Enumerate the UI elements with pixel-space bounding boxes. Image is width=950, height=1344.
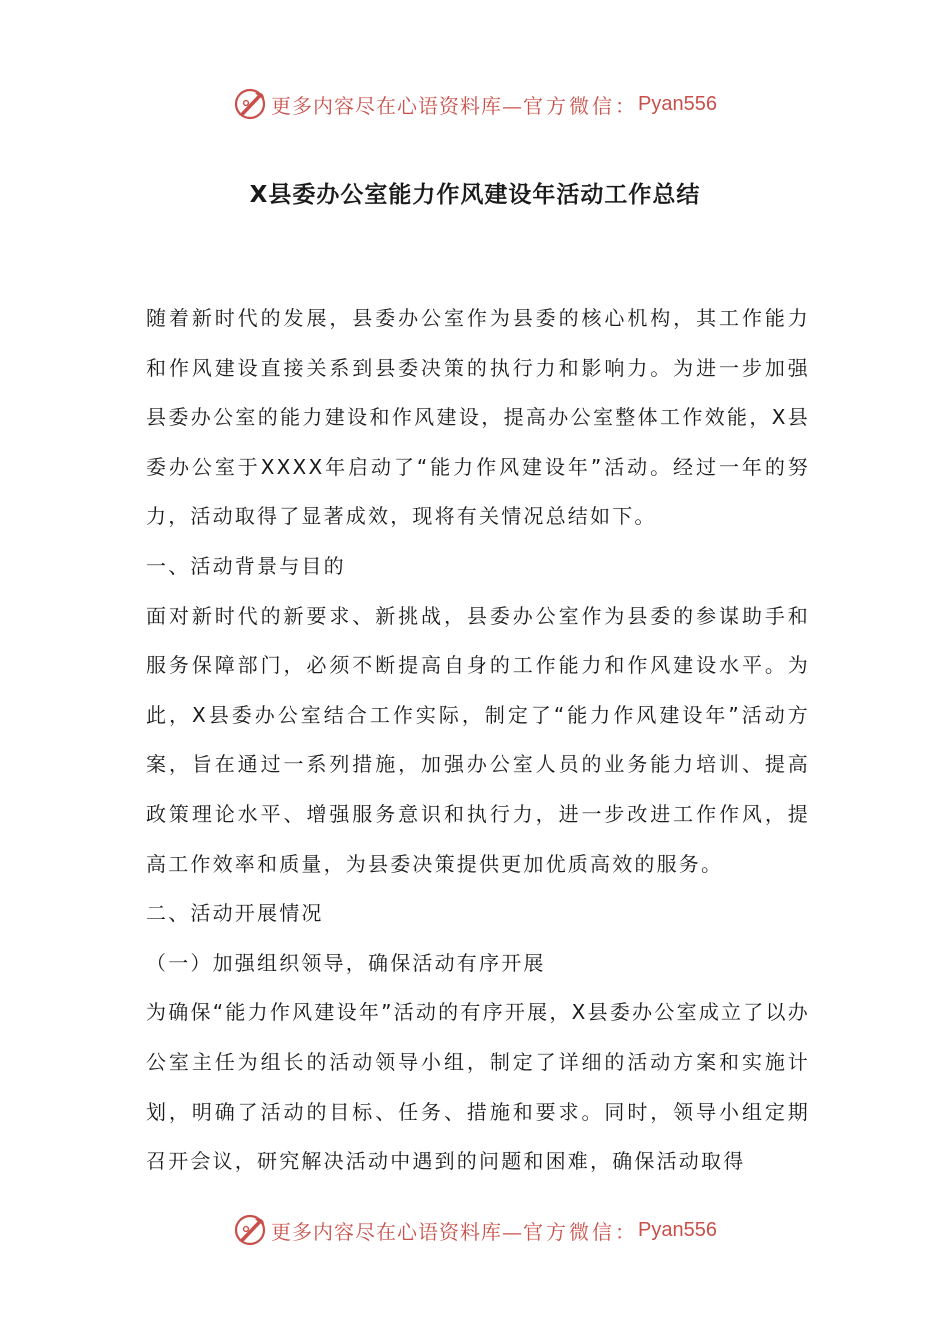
body-paragraph: 面对新时代的新要求、新挑战，县委办公室作为县委的参谋助手和服务保障部门，必须不断提高自身的工作能力和作风建设水平。为此，X县委办公室结合工作实际，制定了“能力作风建设年”活动方案，旨在通过一系列措施，加强办公室人员的业务能力培训、提高政策理论水平、增强服务意识和执行力，进一步改进工作作风，提高工作效率和质量，为县委决策提供更加优质高效的服务。 — [146, 603, 810, 876]
banner-wechat-label: 官方微信： — [523, 1219, 639, 1244]
footer-banner — [0, 1208, 950, 1252]
banner-wechat-id: Pyan556 — [638, 1218, 717, 1241]
banner-slogan: 更多内容尽在心语资料库— — [271, 1219, 524, 1244]
quill-logo-icon — [233, 87, 267, 121]
body-paragraph: 为确保“能力作风建设年”活动的有序开展，X县委办公室成立了以办公室主任为组长的活动领导小组，制定了详细的活动方案和实施计划，明确了活动的目标、任务、措施和要求。同时，领导小组定期召开会议，研究解决活动中遇到的问题和困难，确保活动取得 — [146, 1000, 810, 1174]
header-banner — [0, 82, 950, 126]
banner-wechat-id: Pyan556 — [638, 92, 717, 115]
subsection-heading: （一）加强组织领导，确保活动有序开展 — [146, 950, 546, 975]
document-title: X县委办公室能力作风建设年活动工作总结 — [249, 182, 701, 208]
section-heading: 一、活动背景与目的 — [146, 553, 346, 578]
section-heading: 二、活动开展情况 — [146, 901, 324, 926]
quill-logo-icon — [233, 1213, 267, 1247]
banner-wechat-label: 官方微信： — [523, 93, 639, 118]
document-body — [146, 294, 810, 1187]
body-paragraph: 随着新时代的发展，县委办公室作为县委的核心机构，其工作能力和作风建设直接关系到县委决策的执行力和影响力。为进一步加强县委办公室的能力建设和作风建设，提高办公室整体工作效能，X县委办公室于XXXX年启动了“能力作风建设年”活动。经过一年的努力，活动取得了显著成效，现将有关情况总结如下。 — [146, 306, 810, 529]
banner-slogan: 更多内容尽在心语资料库— — [271, 93, 524, 118]
